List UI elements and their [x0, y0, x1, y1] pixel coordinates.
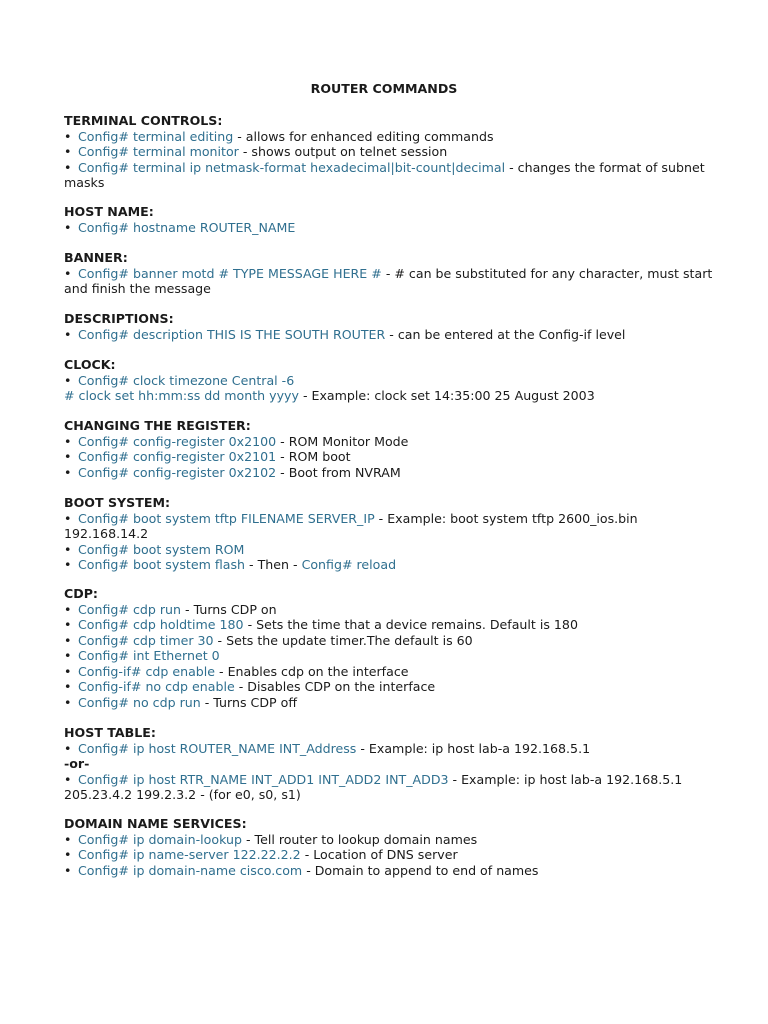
section-host-table [64, 725, 724, 803]
section-heading: DESCRIPTIONS: [64, 311, 174, 326]
section-heading: BOOT SYSTEM: [64, 495, 171, 510]
bullet-icon: • [64, 144, 72, 159]
bullet-icon: • [64, 601, 72, 617]
section-host-name [64, 204, 724, 235]
command-line [64, 832, 724, 848]
command-line [64, 679, 724, 695]
command-text: Config# ip host RTR_NAME INT_ADD1 INT_ADD2 INT_ADD3 [78, 771, 449, 787]
section-heading: HOST NAME: [64, 204, 154, 219]
section-boot-system [64, 495, 724, 573]
command-description: - Example: ip host lab-a 192.168.5.1 [356, 740, 591, 756]
command-description: - Turns CDP off [200, 694, 298, 710]
bullet-icon: • [64, 372, 72, 388]
page-title: ROUTER COMMANDS [310, 81, 458, 96]
bullet-icon: • [64, 862, 72, 878]
command-line [64, 542, 724, 558]
command-text: Config# no cdp run [78, 694, 201, 710]
command-line [64, 388, 724, 404]
bullet-icon: • [64, 326, 72, 342]
command-text: Config-if# no cdp enable [78, 679, 235, 694]
command-text: Config# description THIS IS THE SOUTH ROUTER [78, 326, 386, 342]
command-line [64, 741, 724, 757]
bullet-icon: • [64, 847, 72, 862]
command-line [64, 434, 724, 450]
bullet-icon: • [64, 648, 72, 663]
command-text: Config# config-register 0x2102 [78, 464, 277, 480]
bullet-icon: • [64, 219, 72, 235]
command-description: - changes the format of subnet masks [64, 159, 705, 190]
section-banner [64, 250, 724, 297]
command-text: Config# clock timezone Central -6 [78, 372, 295, 388]
bullet-icon: • [64, 449, 72, 464]
command-description: - Example: boot system tftp 2600_ios.bin 192.168.14.2 [64, 510, 638, 541]
command-text: Config# cdp timer 30 [78, 632, 214, 648]
command-description: - Example: clock set 14:35:00 25 August 2003 [298, 388, 595, 403]
command-text: Config# hostname ROUTER_NAME [78, 219, 296, 235]
section-heading: CDP: [64, 586, 98, 601]
section-clock [64, 357, 724, 404]
command-line [64, 129, 724, 145]
command-text: Config-if# cdp enable [78, 663, 216, 679]
command-text: Config# cdp run [78, 601, 182, 617]
section-heading: TERMINAL CONTROLS: [64, 113, 223, 128]
bullet-icon: • [64, 831, 72, 847]
bullet-icon: • [64, 159, 72, 175]
command-line [64, 373, 724, 389]
bullet-icon: • [64, 557, 72, 572]
command-text: Config# terminal monitor [78, 144, 239, 159]
command-description: - Location of DNS server [300, 847, 458, 862]
command-description: - Boot from NVRAM [276, 464, 401, 480]
bullet-icon: • [64, 265, 72, 281]
bullet-icon: • [64, 679, 72, 694]
command-text: Config# ip host ROUTER_NAME INT_Address [78, 740, 357, 756]
command-line [64, 220, 724, 236]
command-text: Config# boot system flash [78, 557, 246, 572]
command-description: - Then - [245, 557, 302, 572]
command-text: Config# boot system tftp FILENAME SERVER_IP [78, 510, 375, 526]
command-line [64, 465, 724, 481]
command-line [64, 449, 724, 465]
command-text: Config# ip domain-lookup [78, 831, 242, 847]
command-line [64, 772, 724, 803]
bullet-icon: • [64, 464, 72, 480]
bullet-icon: • [64, 433, 72, 449]
command-description: - Sets the update timer.The default is 60 [213, 632, 473, 648]
command-description: - Disables CDP on the interface [234, 679, 436, 694]
bullet-icon: • [64, 617, 72, 632]
command-line [64, 160, 724, 191]
bullet-icon: • [64, 694, 72, 710]
command-line [64, 695, 724, 711]
command-text: Config# reload [301, 557, 397, 572]
command-line [64, 633, 724, 649]
command-description: - Example: ip host lab-a 192.168.5.1 205.23.4.2 199.2.3.2 - (for e0, s0, s1) [64, 771, 683, 802]
section-descriptions [64, 311, 724, 342]
command-text: Config# banner motd # TYPE MESSAGE HERE # [78, 265, 382, 281]
command-text: Config# ip name-server 122.22.2.2 [78, 847, 301, 862]
command-line [64, 327, 724, 343]
bullet-icon: • [64, 771, 72, 787]
command-line [64, 664, 724, 680]
section-domain-name-services [64, 816, 724, 878]
section-changing-the-register [64, 418, 724, 480]
section-heading: DOMAIN NAME SERVICES: [64, 816, 247, 831]
command-description: - Turns CDP on [181, 601, 277, 617]
bullet-icon: • [64, 541, 72, 557]
command-line [64, 617, 724, 633]
bullet-icon: • [64, 632, 72, 648]
command-text: Config# cdp holdtime 180 [78, 617, 244, 632]
section-heading: CHANGING THE REGISTER: [64, 418, 251, 433]
command-text: Config# ip domain-name cisco.com [78, 862, 303, 878]
bullet-icon: • [64, 128, 72, 144]
command-line [64, 557, 724, 573]
command-line [64, 863, 724, 879]
command-text: # clock set hh:mm:ss dd month yyyy [64, 388, 299, 403]
section-heading: CLOCK: [64, 357, 116, 372]
command-text: Config# config-register 0x2100 [78, 433, 277, 449]
command-line [64, 602, 724, 618]
command-text: Config# config-register 0x2101 [78, 449, 277, 464]
command-text: Config# terminal editing [78, 128, 234, 144]
section-terminal-controls [64, 113, 724, 191]
section-cdp [64, 586, 724, 710]
bullet-icon: • [64, 740, 72, 756]
command-line [64, 847, 724, 863]
section-heading: HOST TABLE: [64, 725, 156, 740]
command-line [64, 511, 724, 542]
command-description: - shows output on telnet session [238, 144, 448, 159]
bullet-icon: • [64, 510, 72, 526]
command-description: - Tell router to lookup domain names [241, 831, 478, 847]
command-line [64, 266, 724, 297]
command-description: - # can be substituted for any character, must start and finish the message [64, 265, 713, 296]
command-description: - Enables cdp on the interface [215, 663, 409, 679]
bullet-icon: • [64, 663, 72, 679]
section-heading: BANNER: [64, 250, 128, 265]
command-text: Config# boot system ROM [78, 541, 245, 557]
command-line [64, 756, 724, 772]
command-description: - Sets the time that a device remains. Default is 180 [243, 617, 578, 632]
command-text: Config# int Ethernet 0 [78, 648, 220, 663]
command-line [64, 144, 724, 160]
command-description: - Domain to append to end of names [302, 862, 539, 878]
command-description: - allows for enhanced editing commands [233, 128, 494, 144]
command-line [64, 648, 724, 664]
command-text: Config# terminal ip netmask-format hexadecimal|bit-count|decimal [78, 159, 506, 175]
command-description: - ROM boot [276, 449, 351, 464]
command-description: -or- [64, 756, 90, 771]
command-description: - can be entered at the Config-if level [385, 326, 626, 342]
command-description: - ROM Monitor Mode [276, 433, 409, 449]
